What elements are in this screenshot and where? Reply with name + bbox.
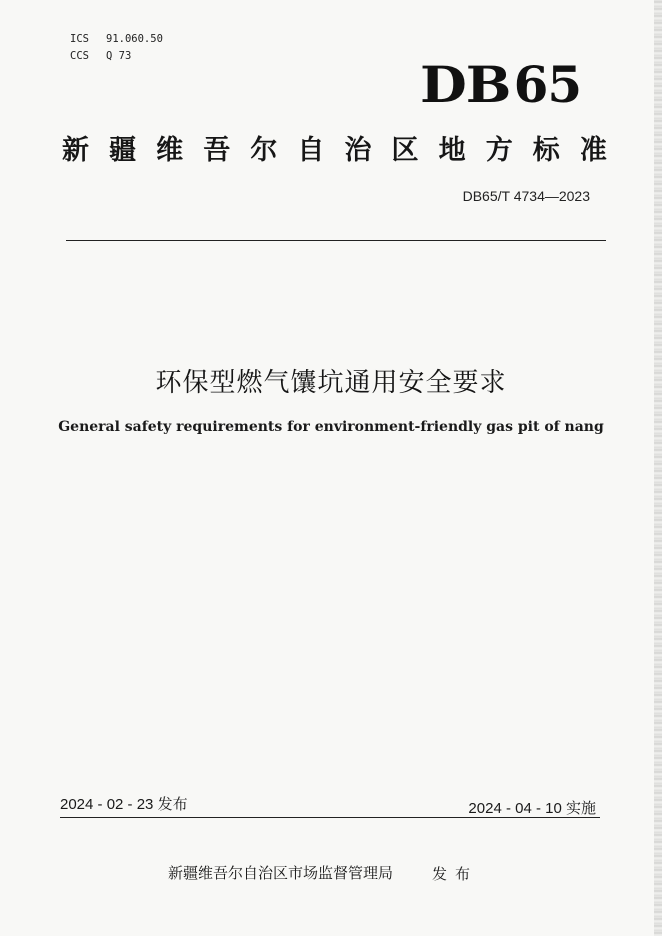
bottom-divider [60,817,600,818]
standard-number: DB65/T 4734—2023 [462,188,590,204]
title-char: 吾 [203,135,231,166]
implementation-date: 2024 - 04 - 10 实施 [468,800,596,817]
ccs-value: Q 73 [106,50,132,62]
title-char: 尔 [250,135,278,166]
document-title-english: General safety requirements for environment-friendly gas pit of nang [58,419,604,435]
standard-category-title [62,128,607,167]
db65-logo [420,55,582,114]
publish-label: 发布 [432,865,479,883]
title-char: 标 [532,135,560,166]
ics-value: 91.060.50 [106,33,163,45]
issue-date: 2024 - 02 - 23 发布 [60,796,188,813]
title-char: 疆 [109,135,137,166]
document-title-chinese: 环保型燃气馕坑通用安全要求 [155,368,507,398]
ccs-label: CCS [70,50,89,62]
title-char: 维 [156,135,184,166]
title-char: 区 [391,135,419,166]
ics-code [70,31,163,48]
title-char: 地 [438,135,466,166]
title-char: 治 [344,135,372,166]
title-char: 方 [485,135,513,166]
title-char: 准 [579,135,607,166]
title-char: 自 [297,135,325,166]
title-char: 新 [62,135,89,166]
scan-edge [654,0,662,936]
issuing-authority: 新疆维吾尔自治区市场监督管理局 [168,864,394,882]
classification-codes [70,31,163,65]
logo-number: 65 [513,55,582,114]
ics-label: ICS [70,33,89,45]
logo-db: DB [420,55,511,114]
top-divider [66,240,606,241]
ccs-code [70,48,163,65]
